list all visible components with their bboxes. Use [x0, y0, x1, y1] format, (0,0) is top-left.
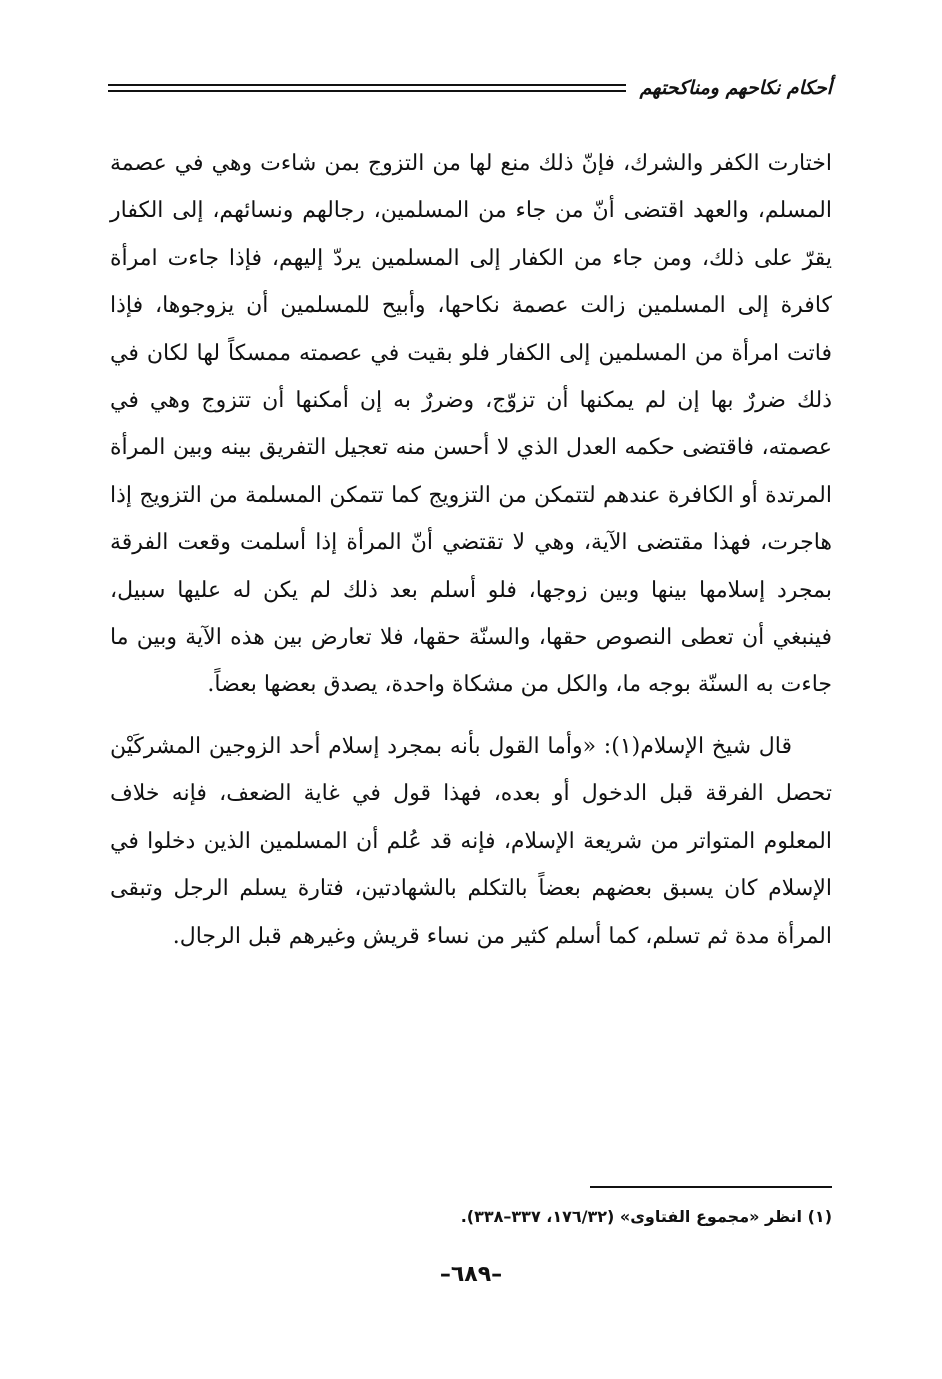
paragraph-2: قال شيخ الإسلام(١): «وأما القول بأنه بمجرد إسلام أحد الزوجين المشركَيْن تحصل الفرقة قبل الدخول أو بعده، فهذا قول في غاية الضعف، فإنه خلاف المعلوم المتواتر من شريعة الإسلام، فإنه قد عُلم أن المسلمين الذين دخلوا في الإسلام كان يسبق بعضهم بعضاً بالتكلم بالشهادتين، فتارة يسلم الرجل وتبقى المرأة مدة ثم تسلم، كما أسلم كثير من نساء قريش وغيرهم قبل الرجال. [110, 733, 832, 949]
paragraph-1: اختارت الكفر والشرك، فإنّ ذلك منع لها من التزوج بمن شاءت وهي في عصمة المسلم، والعهد اقتضى أنّ من جاء من المسلمين، رجالهم ونسائهم، إلى الكفار يقرّ على ذلك، ومن جاء من الكفار إلى المسلمين يردّ إليهم، فإذا جاءت امرأة كافرة إلى المسلمين زالت عصمة نكاحها، وأبيح للمسلمين أن يزوجوها، فإذا فاتت امرأة من المسلمين إلى الكفار فلو بقيت في عصمته ممسكاً لها لكان في ذلك ضررٌ بها إن لم يمكنها أن تزوّج، وضررٌ به إن أمكنها أن تتزوج وهي في عصمته، فاقتضى حكمه العدل الذي لا أحسن منه تعجيل التفريق بينه وبين المرأة المرتدة أو الكافرة عندهم لتتمكن من التزويج كما تتمكن المسلمة من التزويج إذا هاجرت، فهذا مقتضى الآية، وهي لا تقتضي أنّ المرأة إذا أسلمت وقعت الفرقة بمجرد إسلامها بينها وبين زوجها، فلو أسلم بعد ذلك لم يكن له عليها سبيل، فينبغي أن تعطى النصوص حقها، والسنّة حقها، فلا تعارض بين هذه الآية وبين ما جاءت به السنّة بوجه ما، والكل من مشكاة واحدة، يصدق بعضها بعضاً. [110, 151, 832, 698]
body-text [110, 140, 832, 960]
page-number: –٦٨٩– [439, 1262, 503, 1287]
header-double-rule [108, 84, 626, 92]
running-header-title: أحكام نكاحهم ومناكحتهم [639, 77, 832, 99]
running-header [108, 70, 832, 106]
footnote: (١) انظر «مجموع الفتاوى» (١٧٦/٣٢، ٣٣٧–٣٣٨). [460, 1207, 832, 1226]
footnote-separator [590, 1186, 832, 1188]
